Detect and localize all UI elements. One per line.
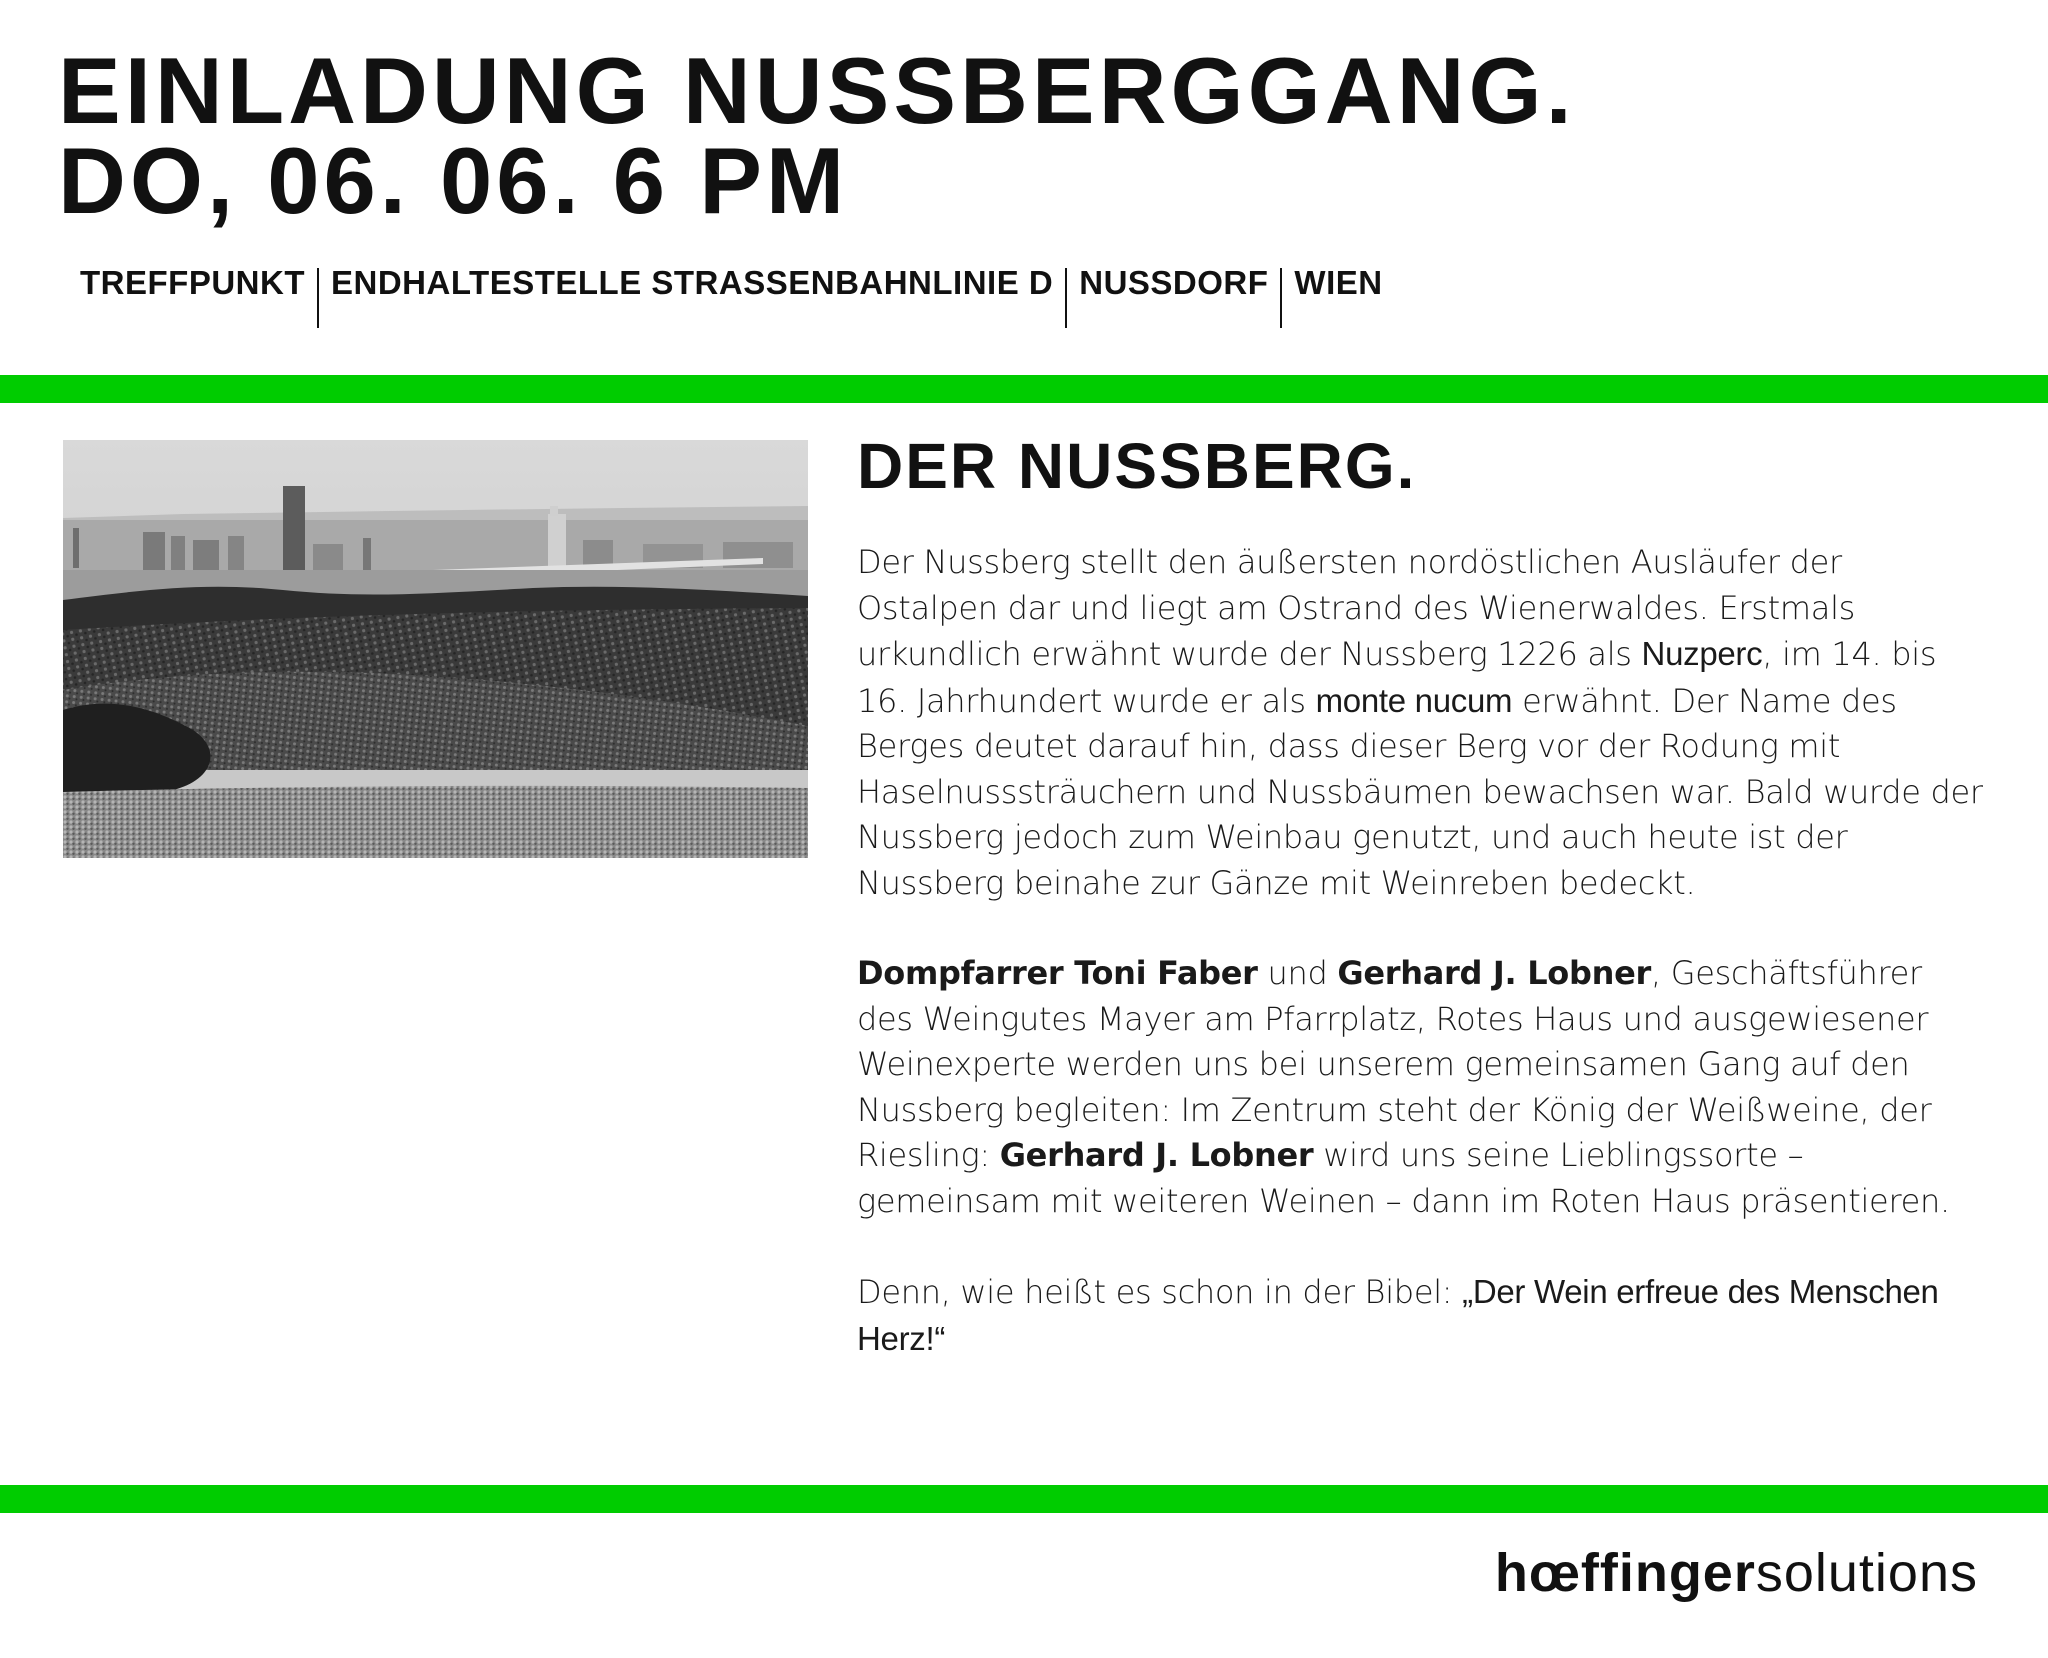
green-divider-bottom bbox=[0, 1485, 2048, 1513]
hoeffinger-solutions-logo bbox=[1495, 1542, 1978, 1604]
guide-name-faber: Dompfarrer Toni Faber bbox=[857, 954, 1258, 992]
headline-date: DO, 06. 06. 6 PM bbox=[58, 128, 849, 233]
intro-paragraph bbox=[857, 540, 1987, 906]
article-title: DER NUSSBERG. bbox=[857, 430, 1417, 502]
invitation-headline bbox=[58, 38, 1576, 233]
guide-name-lobner-repeat: Gerhard J. Lobner bbox=[999, 1136, 1314, 1174]
headline-title: EINLADUNG NUSSBERGGANG. bbox=[58, 38, 1576, 143]
connector-text: und bbox=[1257, 954, 1338, 992]
article bbox=[857, 430, 1987, 1362]
intro-text-2: , im 14. bis 16. Jahrhundert wurde er als bbox=[857, 635, 1937, 720]
meeting-location: ENDHALTESTELLE STRASSENBAHNLINIE D bbox=[330, 264, 1054, 301]
intro-text-1: Der Nussberg stellt den äußersten nordöstlichen Ausläufer der Ostalpen dar und liegt am Ostrand des Wienerwaldes. Erstmals urkundlich erwähnt wurde der Nussberg 1226 als bbox=[857, 543, 1856, 673]
bible-quote: „Der Wein erfreue des Menschen Herz!“ bbox=[857, 1273, 1939, 1357]
intro-text-3: erwähnt. Der Name des Berges deutet darauf hin, dass dieser Berg vor der Rodung mit Haselnusssträuchern und Nussbäumen bewachsen war. Bald wurde der Nussberg jedoch zum Weinbau genutzt, und auch heute ist der Nussberg beinahe zur Gänze mit Weinreben bedeckt. bbox=[857, 681, 1983, 902]
separator bbox=[1280, 268, 1282, 328]
historic-name-nuzperc: Nuzperc bbox=[1641, 635, 1763, 672]
guide-name-lobner: Gerhard J. Lobner bbox=[1337, 954, 1651, 992]
closing-paragraph bbox=[857, 1269, 1987, 1362]
separator bbox=[317, 268, 319, 328]
closing-text: Denn, wie heißt es schon in der Bibel: bbox=[857, 1273, 1463, 1311]
green-divider-top bbox=[0, 375, 2048, 403]
vineyard-landscape-image bbox=[63, 440, 808, 858]
guides-paragraph bbox=[857, 951, 1987, 1224]
logo-suffix: solutions bbox=[1755, 1543, 1978, 1603]
guides-text-1: , Geschäftsführer des Weingutes Mayer am Pfarrplatz, Rotes Haus und ausgewiesener Weinexperte werden uns bei unserem gemeinsamen Gang auf den Nussberg begleiten: Im Zentrum steht der König der Weißweine, der Riesling: bbox=[857, 954, 1932, 1174]
logo-brand: hœffinger bbox=[1494, 1543, 1756, 1603]
historic-name-monte-nucum: monte nucum bbox=[1315, 681, 1513, 719]
separator bbox=[1065, 268, 1067, 328]
meeting-label: TREFFPUNKT bbox=[80, 264, 305, 301]
guides-text-2: wird uns seine Lieblingssorte – gemeinsam mit weiteren Weinen – dann im Roten Haus präsentieren. bbox=[857, 1136, 1950, 1220]
meeting-district: NUSSDORF bbox=[1079, 264, 1269, 301]
meeting-point-bar bbox=[80, 262, 1383, 332]
vineyard-photo bbox=[63, 440, 808, 858]
meeting-city: WIEN bbox=[1294, 264, 1383, 301]
